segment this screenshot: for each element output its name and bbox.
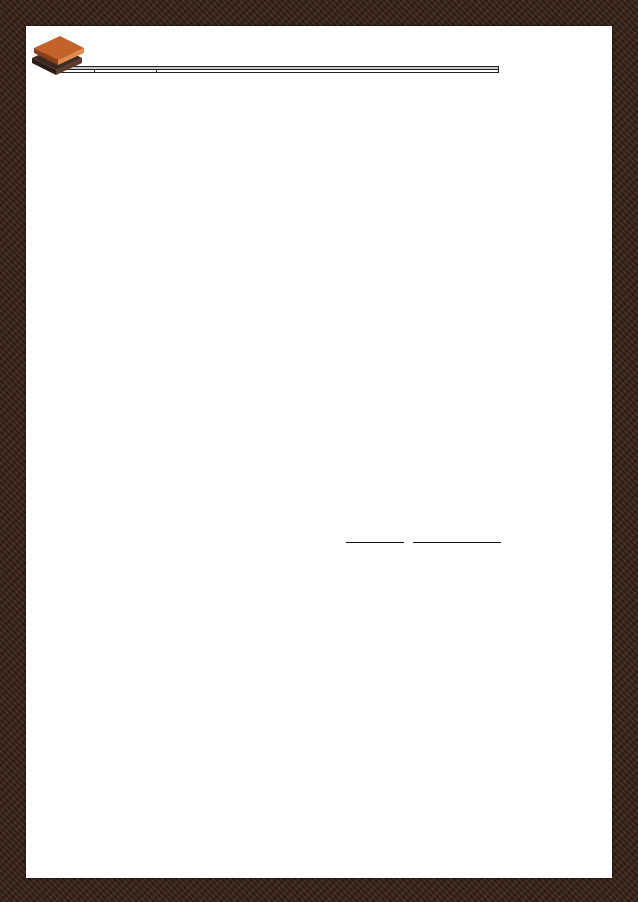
- site-logo[interactable]: [28, 28, 126, 80]
- document-page: [26, 26, 612, 878]
- teacher-signature: [340, 531, 501, 547]
- signature-blank: [346, 531, 404, 543]
- books-stack-icon: [28, 28, 88, 80]
- name-blank: [413, 531, 501, 543]
- lesson-topic: [157, 70, 499, 73]
